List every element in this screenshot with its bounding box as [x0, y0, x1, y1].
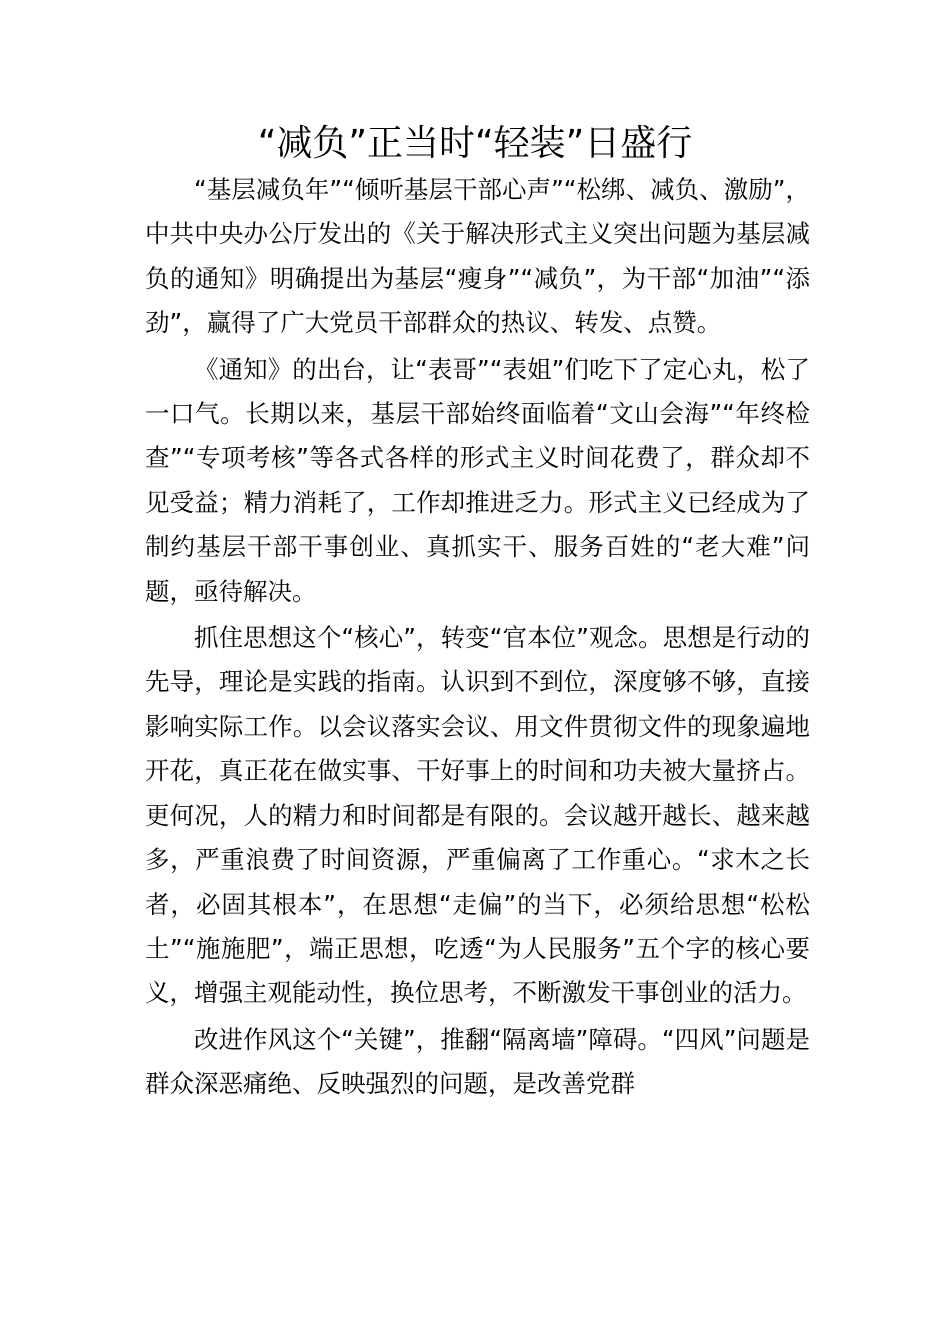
document-body: [145, 168, 810, 1107]
paragraph-2: 《通知》的出台，让“表哥”“表姐”们吃下了定心丸，松了一口气。长期以来，基层干部始终面临着“文山会海”“年终检查”“专项考核”等各式各样的形式主义时间花费了，群众却不见受益；精力消耗了，工作却推进乏力。形式主义已经成为了制约基层干部干事创业、真抓实干、服务百姓的“老大难”问题，亟待解决。: [145, 354, 810, 606]
paragraph-4: 改进作风这个“关键”，推翻“隔离墙”障碍。“四风”问题是群众深恶痛绝、反映强烈的问题，是改善党群: [145, 1024, 810, 1099]
paragraph-1: “基层减负年”“倾听基层干部心声”“松绑、减负、激励”，中共中央办公厅发出的《关于解决形式主义突出问题为基层减负的通知》明确提出为基层“瘦身”“减负”，为干部“加油”“添劲”，赢得了广大党员干部群众的热议、转发、点赞。: [145, 175, 810, 338]
paragraph-3: 抓住思想这个“核心”，转变“官本位”观念。思想是行动的先导，理论是实践的指南。认识到不到位，深度够不够，直接影响实际工作。以会议落实会议、用文件贯彻文件的现象遍地开花，真正花在做实事、干好事上的时间和功夫被大量挤占。更何况，人的精力和时间都是有限的。会议越开越长、越来越多，严重浪费了时间资源，严重偏离了工作重心。“求木之长者，必固其根本”，在思想“走偏”的当下，必须给思想“松松土”“施施肥”，端正思想，吃透“为人民服务”五个字的核心要义，增强主观能动性，换位思考，不断激发干事创业的活力。: [145, 623, 810, 1008]
document-title: “减负”正当时“轻装”日盛行: [257, 123, 693, 164]
